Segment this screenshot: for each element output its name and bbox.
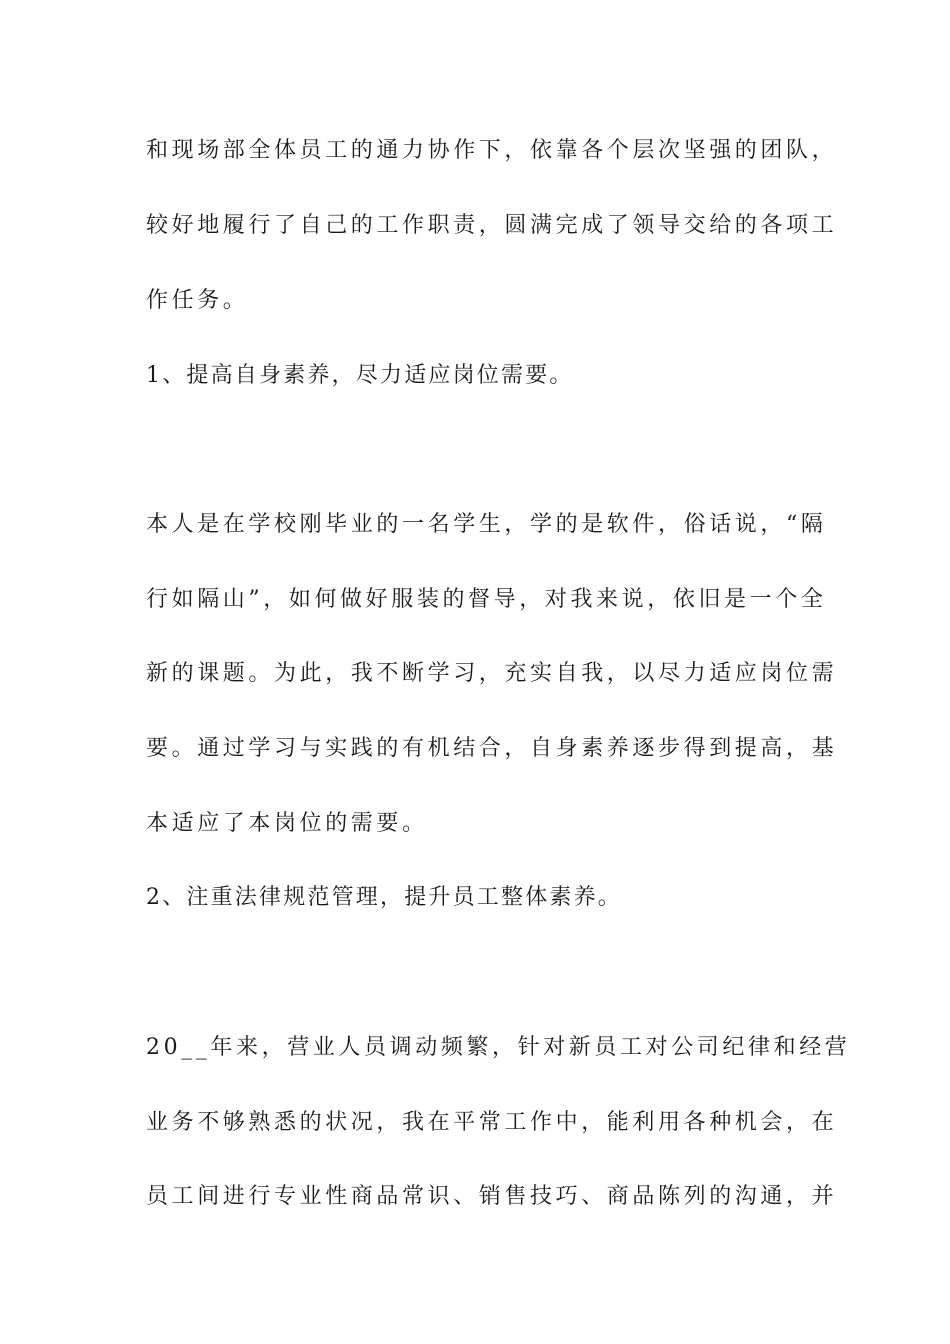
text-line: 新的课题。为此，我不断学习，充实自我，以尽力适应岗位需 xyxy=(146,661,838,686)
text-line: 较好地履行了自己的工作职责，圆满完成了领导交给的各项工 xyxy=(146,213,838,238)
text-line: 本适应了本岗位的需要。 xyxy=(146,811,428,836)
text-line: 业务不够熟悉的状况，我在平常工作中，能利用各种机会，在 xyxy=(146,1110,838,1135)
text-line: 20__年来，营业人员调动频繁，针对新员工对公司纪律和经营 xyxy=(146,1035,851,1060)
section-heading-1: 1、提高自身素养，尽力适应岗位需要。 xyxy=(146,363,574,388)
text-line: 员工间进行专业性商品常识、销售技巧、商品陈列的沟通，并 xyxy=(146,1184,838,1209)
text-line: 本人是在学校刚毕业的一名学生，学的是软件，俗话说，“隔 xyxy=(146,512,827,537)
text-line: 和现场部全体员工的通力协作下，依靠各个层次坚强的团队， xyxy=(146,138,838,163)
text-line: 要。通过学习与实践的有机结合，自身素养逐步得到提高，基 xyxy=(146,736,838,761)
section-heading-2: 2、注重法律规范管理，提升员工整体素养。 xyxy=(146,885,622,910)
text-line: 作任务。 xyxy=(146,288,249,313)
text-line: 行如隔山”，如何做好服装的督导，对我来说，依旧是一个全 xyxy=(146,587,827,612)
